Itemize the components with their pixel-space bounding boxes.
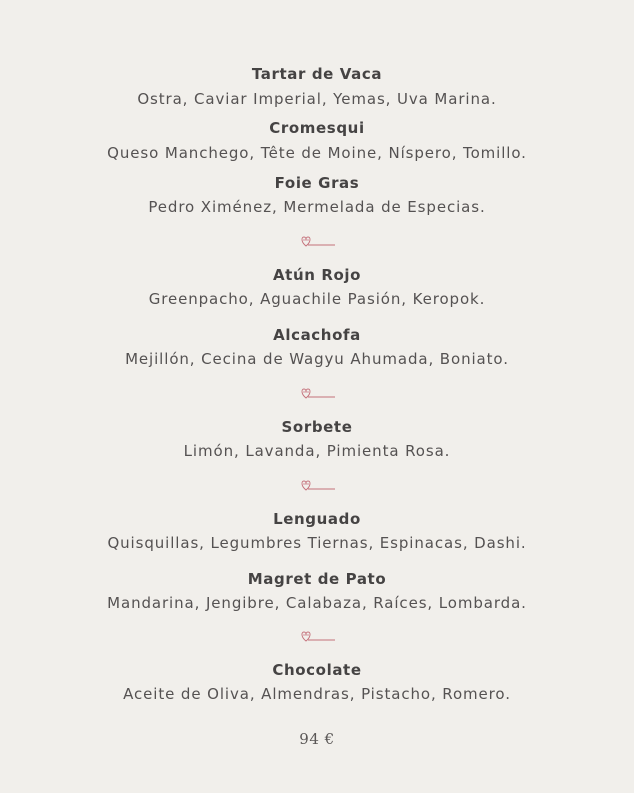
dish-title-tartar: Tartar de Vaca	[251, 65, 383, 83]
dish-description-lenguado: Quisquillas, Legumbres Tiernas, Espinacas, Dashi.	[107, 534, 527, 552]
dish-description-atun-rojo: Greenpacho, Aguachile Pasión, Keropok.	[148, 290, 486, 308]
dish-description-chocolate: Aceite de Oliva, Almendras, Pistacho, Romero.	[123, 685, 511, 703]
heart-line-icon	[299, 234, 339, 248]
dish-title-chocolate: Chocolate	[272, 661, 362, 679]
dish-title-atun-rojo: Atún Rojo	[272, 266, 362, 284]
dish-description-alcachofa: Mejillón, Cecina de Wagyu Ahumada, Boniato.	[125, 350, 509, 368]
dish-description-sorbete: Limón, Lavanda, Pimienta Rosa.	[183, 442, 451, 460]
dish-title-cromesqui: Cromesqui	[269, 119, 365, 137]
dish-title-foie-gras: Foie Gras	[274, 174, 360, 192]
dish-title-alcachofa: Alcachofa	[273, 326, 361, 344]
heart-line-icon	[299, 386, 339, 400]
dish-description-magret: Mandarina, Jengibre, Calabaza, Raíces, Lombarda.	[107, 594, 527, 612]
dish-description-tartar: Ostra, Caviar Imperial, Yemas, Uva Marina.	[137, 90, 497, 108]
menu-price: 94 €	[299, 730, 335, 748]
dish-title-magret: Magret de Pato	[247, 570, 387, 588]
heart-line-icon	[299, 629, 339, 643]
heart-line-icon	[299, 478, 339, 492]
dish-description-cromesqui: Queso Manchego, Tête de Moine, Níspero, Tomillo.	[107, 144, 527, 162]
dish-description-foie-gras: Pedro Ximénez, Mermelada de Especias.	[148, 198, 486, 216]
dish-title-lenguado: Lenguado	[273, 510, 361, 528]
dish-title-sorbete: Sorbete	[281, 418, 353, 436]
